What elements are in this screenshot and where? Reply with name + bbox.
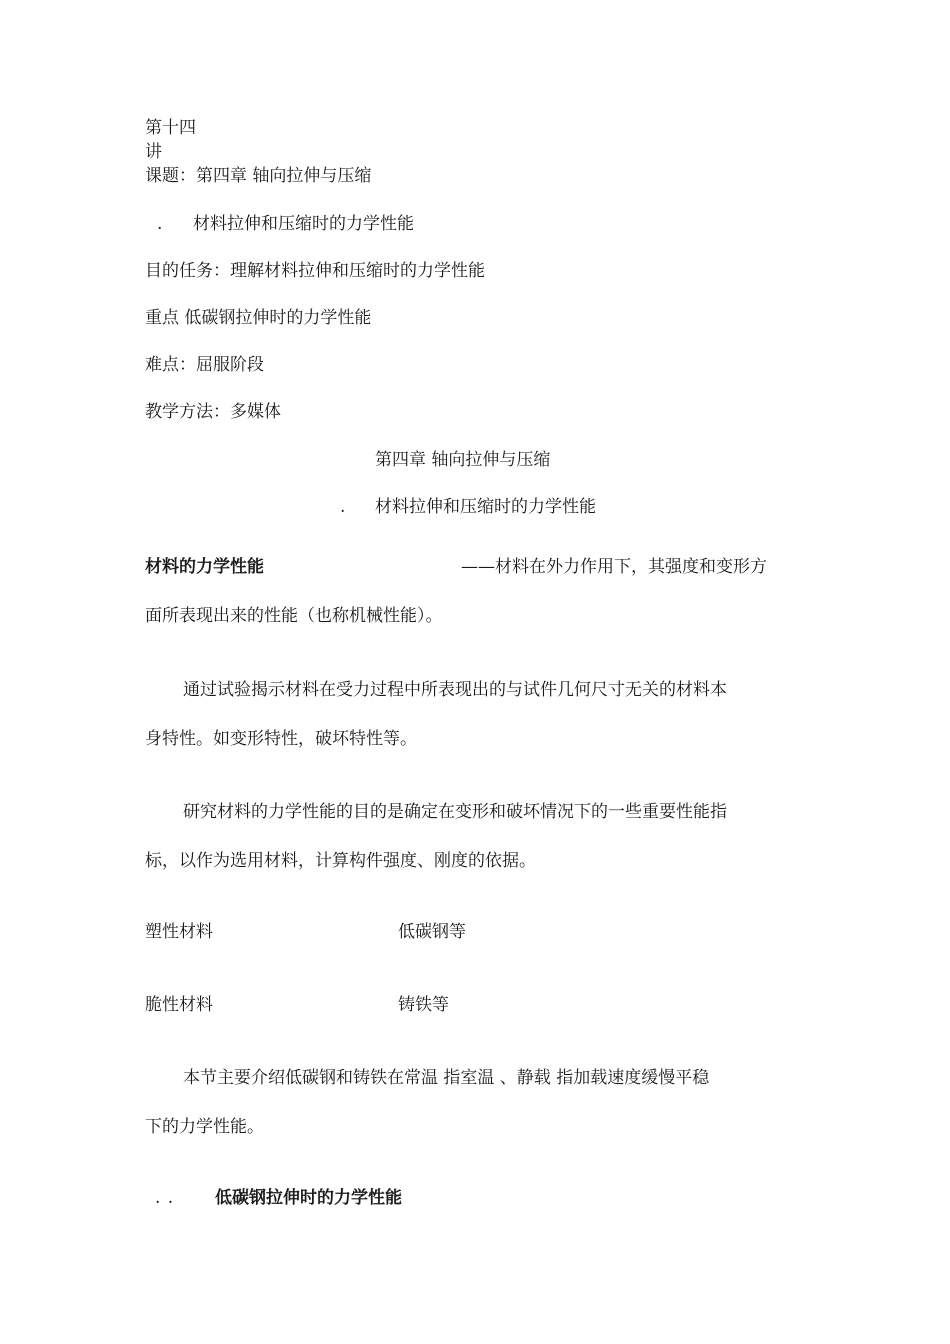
teaching-method-line: 教学方法：多媒体 <box>145 402 281 422</box>
definition-text-line1: ——材料在外力作用下，其强度和变形方 <box>461 557 767 577</box>
brittle-material-label: 脆性材料 <box>145 995 213 1015</box>
paragraph-2-line1: 研究材料的力学性能的目的是确定在变形和破坏情况下的一些重要性能指 <box>183 802 727 822</box>
lecture-number-line2: 讲 <box>145 142 162 162</box>
section-number: . <box>157 214 163 234</box>
subsection-title: 低碳钢拉伸时的力学性能 <box>215 1188 402 1208</box>
paragraph-3-line2: 下的力学性能。 <box>145 1117 264 1137</box>
difficulty-line: 难点：屈服阶段 <box>145 355 264 375</box>
definition-text-line2: 面所表现出来的性能（也称机械性能）。 <box>145 606 443 626</box>
paragraph-1-line1: 通过试验揭示材料在受力过程中所表现出的与试件几何尺寸无关的材料本 <box>183 680 727 700</box>
plastic-material-label: 塑性材料 <box>145 922 213 942</box>
subsection-number: . . <box>155 1188 175 1208</box>
lecture-number-line1: 第十四 <box>145 118 196 138</box>
plastic-material-example: 低碳钢等 <box>398 922 466 942</box>
brittle-material-example: 铸铁等 <box>398 995 449 1015</box>
paragraph-3-line1: 本节主要介绍低碳钢和铸铁在常温 指室温 、静载 指加载速度缓慢平稳 <box>183 1068 710 1088</box>
chapter-heading: 第四章 轴向拉伸与压缩 <box>375 450 551 470</box>
paragraph-1-line2: 身特性。如变形特性，破坏特性等。 <box>145 729 417 749</box>
body-section-number: . <box>340 497 346 517</box>
section-title: 材料拉伸和压缩时的力学性能 <box>193 214 414 234</box>
topic-line: 课题：第四章 轴向拉伸与压缩 <box>145 166 372 186</box>
body-section-title: 材料拉伸和压缩时的力学性能 <box>375 497 596 517</box>
paragraph-2-line2: 标，以作为选用材料，计算构件强度、刚度的依据。 <box>145 851 536 871</box>
key-point-line: 重点 低碳钢拉伸时的力学性能 <box>145 308 372 328</box>
objective-line: 目的任务：理解材料拉伸和压缩时的力学性能 <box>145 261 485 281</box>
definition-term: 材料的力学性能 <box>145 557 264 577</box>
